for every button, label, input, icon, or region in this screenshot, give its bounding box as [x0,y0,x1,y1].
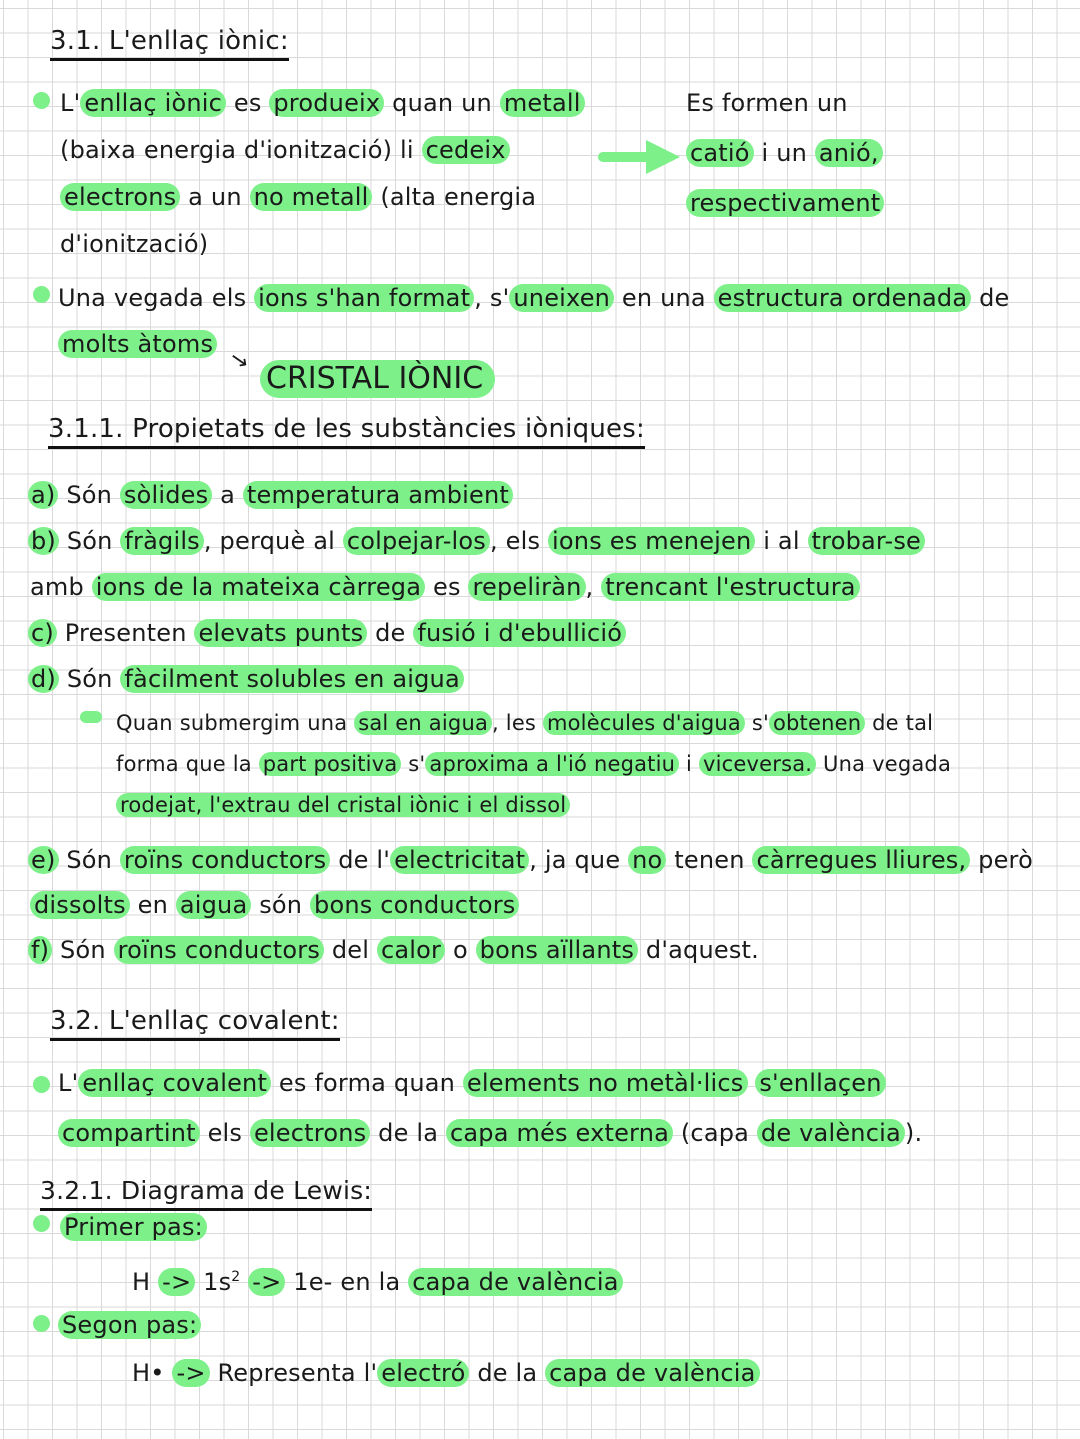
step1-label: Primer pas: [60,1212,207,1242]
highlighted-text: ions s'han format [254,284,474,312]
text: i [679,752,699,776]
item-letter: c) [28,619,57,647]
text-line [28,845,1033,875]
text-line [116,790,570,820]
section-title-3-2: 3.2. L'enllaç covalent: [50,1006,340,1041]
text-line [30,890,519,920]
highlighted-text: fusió i d'ebullició [413,619,626,647]
text-line [60,229,208,259]
highlighted-text: fràgils [120,527,204,555]
highlighted-text: roïns conductors [114,936,324,964]
highlighted-text: calor [377,936,445,964]
highlighted-text: fàcilment solubles en aigua [120,665,463,693]
highlighted-text: roïns conductors [120,846,330,874]
highlighted-text: electricitat [390,846,529,874]
text: de l' [330,846,391,874]
text: , ja que [529,846,629,874]
text: , els [490,527,549,555]
text: de tal [865,711,934,735]
text: Són [58,846,120,874]
text: , s' [474,284,510,312]
highlighted-text: temperatura ambient [243,481,513,509]
highlighted-text: colpejar-los [343,527,490,555]
text: ). [904,1119,923,1147]
section-title-3-2-1: 3.2.1. Diagrama de Lewis: [40,1176,372,1211]
text: tenen [666,846,753,874]
text: de [971,284,1010,312]
text-line [686,188,884,218]
highlighted-text: rodejat, l'extrau del cristal iònic i el dissol [116,793,570,817]
text: de la [370,1119,446,1147]
text: d'aquest. [638,936,759,964]
text-line [686,88,848,118]
text: Quan submergim una [116,711,355,735]
section-title-3-1: 3.1. L'enllaç iònic: [50,26,289,61]
text: en una [614,284,714,312]
text: a un [180,183,250,211]
text: (baixa energia d'ionització) li [60,136,422,164]
text: d'ionització) [60,230,209,258]
highlighted-text: ions de la mateixa càrrega [92,573,425,601]
text-line [28,664,464,694]
text: , les [492,711,543,735]
highlighted-text: estructura ordenada [714,284,972,312]
text: i al [755,527,808,555]
cristal-ionic-label: CRISTAL IÒNIC [260,360,495,398]
text: es [425,573,469,601]
highlighted-text: capa més externa [446,1119,673,1147]
dash-bullet-icon [80,711,102,723]
item-letter: d) [28,665,59,693]
text: però [970,846,1033,874]
bullet-icon [33,1076,50,1093]
text: Són [52,936,114,964]
highlighted-text: part positiva [259,752,402,776]
text: o [445,936,476,964]
item-letter: e) [28,846,59,874]
text: amb [30,573,92,601]
text: de [367,619,414,647]
highlighted-text: enllaç covalent [78,1069,271,1097]
text-line [58,283,1009,313]
text: es forma quan [271,1069,463,1097]
text-line [58,329,217,359]
text: s' [401,752,426,776]
highlighted-text: bons aïllants [476,936,638,964]
highlighted-text: produeix [269,89,384,117]
bullet-icon [33,1315,50,1332]
highlighted-text: no metall [250,183,373,211]
text: Presenten [56,619,195,647]
text: a [212,481,243,509]
highlighted-text: ions es menejen [548,527,755,555]
text: L' [60,89,81,117]
highlighted-text: metall [500,89,585,117]
highlighted-text: elements no metàl·lics [463,1069,748,1097]
text: (alta energia [372,183,537,211]
text: del [324,936,377,964]
text: Són [59,527,121,555]
text-line [116,708,933,738]
arrow-right-icon [598,140,680,174]
text-line [60,135,510,165]
highlighted-text: aproxima a l'ió negatiu [425,752,679,776]
highlighted-text: de valència [757,1119,905,1147]
text: Es formen un [686,89,848,117]
highlighted-text: sòlides [120,481,212,509]
text-line [116,749,951,779]
highlighted-text: molts àtoms [58,330,217,358]
item-letter: a) [28,481,58,509]
text: són [251,891,311,919]
text: els [199,1119,250,1147]
highlighted-text: electrons [60,183,180,211]
bullet-icon [33,1215,50,1232]
text: s' [744,711,769,735]
highlighted-text: anió, [815,139,883,167]
highlighted-text: s'enllaçen [755,1069,885,1097]
highlighted-text: dissolts [30,891,130,919]
item-letter: f) [28,936,52,964]
text: L' [58,1069,79,1097]
text-line [60,182,536,212]
highlighted-text: respectivament [686,189,884,217]
text-line [28,526,925,556]
highlighted-text: no [628,846,666,874]
highlighted-text: trencant l'estructura [601,573,860,601]
bullet-icon [33,92,50,109]
text-line [60,88,585,118]
text: quan un [384,89,500,117]
highlighted-text: obtenen [769,711,865,735]
highlighted-text: molècules d'aigua [543,711,745,735]
highlighted-text: electrons [250,1119,370,1147]
highlighted-text: cedeix [422,136,510,164]
text: Una vegada els [58,284,255,312]
text-line [28,618,626,648]
text: forma que la [116,752,259,776]
text: i un [753,139,815,167]
text: (capa [673,1119,757,1147]
text: es [226,89,270,117]
text: Són [58,481,120,509]
text-line [28,935,759,965]
text-line [30,572,860,602]
highlighted-text: compartint [58,1119,200,1147]
text-line [58,1068,886,1098]
highlighted-text: càrregues lliures, [752,846,970,874]
highlighted-text: trobar-se [808,527,925,555]
highlighted-text: viceversa. [699,752,816,776]
bullet-icon [33,286,50,303]
step1-formula: $H -> 1s^2 -> 1e-$ en la capa de valència [132,1262,623,1297]
text: , [585,573,602,601]
item-letter: b) [28,527,59,555]
highlighted-text: uneixen [509,284,614,312]
highlighted-text: sal en aigua [354,711,492,735]
highlighted-text: catió [686,139,754,167]
highlighted-text: enllaç iònic [80,89,226,117]
step2-label: Segon pas: [58,1310,201,1340]
step2-formula: H• -> Representa l' electró de la capa de valència [132,1358,760,1388]
arrow-down-right-icon: ↘ [227,346,251,375]
text-line [58,1118,922,1148]
text: en [129,891,176,919]
section-title-3-1-1: 3.1.1. Propietats de les substàncies iòniques: [48,414,645,449]
text: Una vegada [816,752,952,776]
text: Són [59,665,121,693]
highlighted-text: aigua [176,891,252,919]
text: , perquè al [203,527,343,555]
highlighted-text: bons conductors [310,891,519,919]
text-line [686,138,883,168]
highlighted-text: repeliràn [468,573,585,601]
text-line [28,480,513,510]
highlighted-text: elevats punts [194,619,367,647]
